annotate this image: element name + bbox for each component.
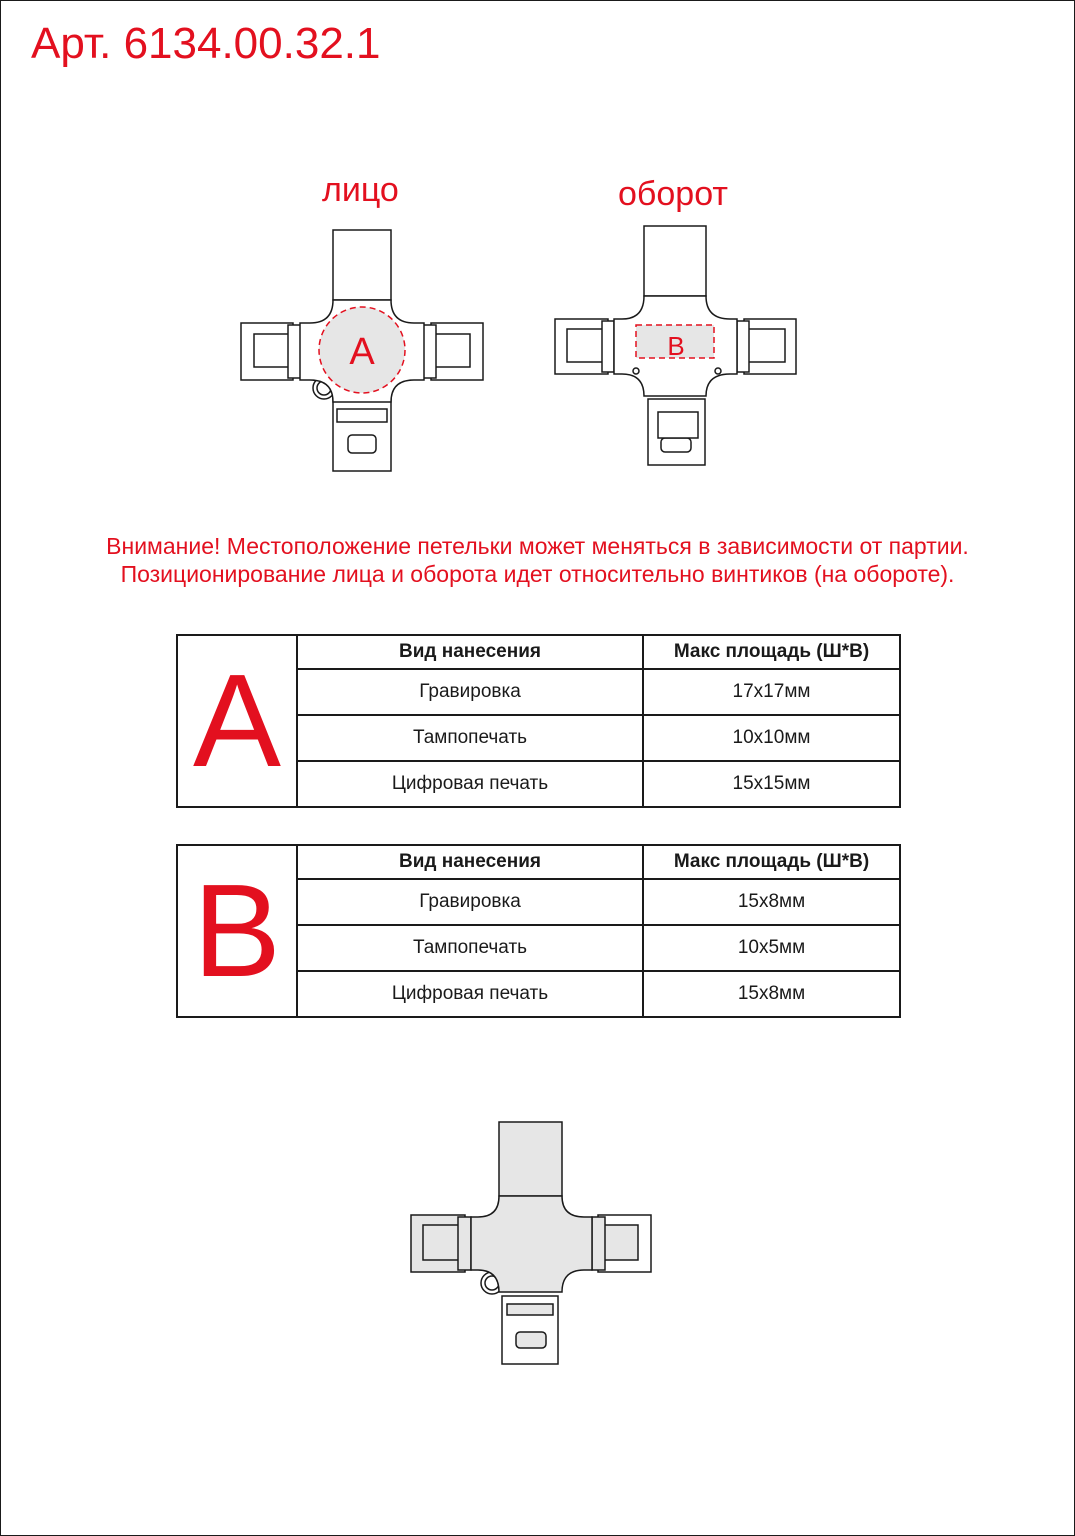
screw-left bbox=[633, 368, 639, 374]
zone-label-a: A bbox=[177, 635, 297, 807]
back-view-diagram bbox=[552, 224, 804, 476]
column-header-area: Макс площадь (Ш*В) bbox=[643, 635, 900, 669]
method-cell: Цифровая печать bbox=[297, 761, 643, 807]
front-view-label: лицо bbox=[322, 171, 399, 209]
area-cell: 15х8мм bbox=[643, 879, 900, 925]
top-connector bbox=[499, 1122, 562, 1196]
spec-table-b bbox=[176, 844, 901, 1018]
area-cell: 10х10мм bbox=[643, 715, 900, 761]
front-view-diagram bbox=[236, 224, 488, 476]
area-cell: 15х15мм bbox=[643, 761, 900, 807]
method-cell: Тампопечать bbox=[297, 925, 643, 971]
top-connector bbox=[644, 226, 706, 296]
zone-b-letter: B bbox=[667, 331, 685, 361]
article-title: Арт. 6134.00.32.1 bbox=[31, 19, 381, 68]
back-view-label: оборот bbox=[618, 175, 728, 213]
warning-line-1: Внимание! Местоположение петельки может меняться в зависимости от партии. bbox=[106, 533, 969, 559]
column-header-method: Вид нанесения bbox=[297, 845, 643, 879]
zone-label-b: B bbox=[177, 845, 297, 1017]
warning-line-2: Позиционирование лица и оборота идет относительно винтиков (на обороте). bbox=[120, 561, 955, 587]
method-cell: Гравировка bbox=[297, 879, 643, 925]
area-cell: 17х17мм bbox=[643, 669, 900, 715]
method-cell: Цифровая печать bbox=[297, 971, 643, 1017]
product-illustration bbox=[406, 1118, 658, 1370]
top-connector bbox=[333, 230, 391, 300]
area-cell: 15х8мм bbox=[643, 971, 900, 1017]
column-header-method: Вид нанесения bbox=[297, 635, 643, 669]
zone-a-letter: A bbox=[349, 331, 375, 373]
method-cell: Тампопечать bbox=[297, 715, 643, 761]
column-header-area: Макс площадь (Ш*В) bbox=[643, 845, 900, 879]
area-cell: 10х5мм bbox=[643, 925, 900, 971]
spec-table-a bbox=[176, 634, 901, 808]
screw-right bbox=[715, 368, 721, 374]
method-cell: Гравировка bbox=[297, 669, 643, 715]
